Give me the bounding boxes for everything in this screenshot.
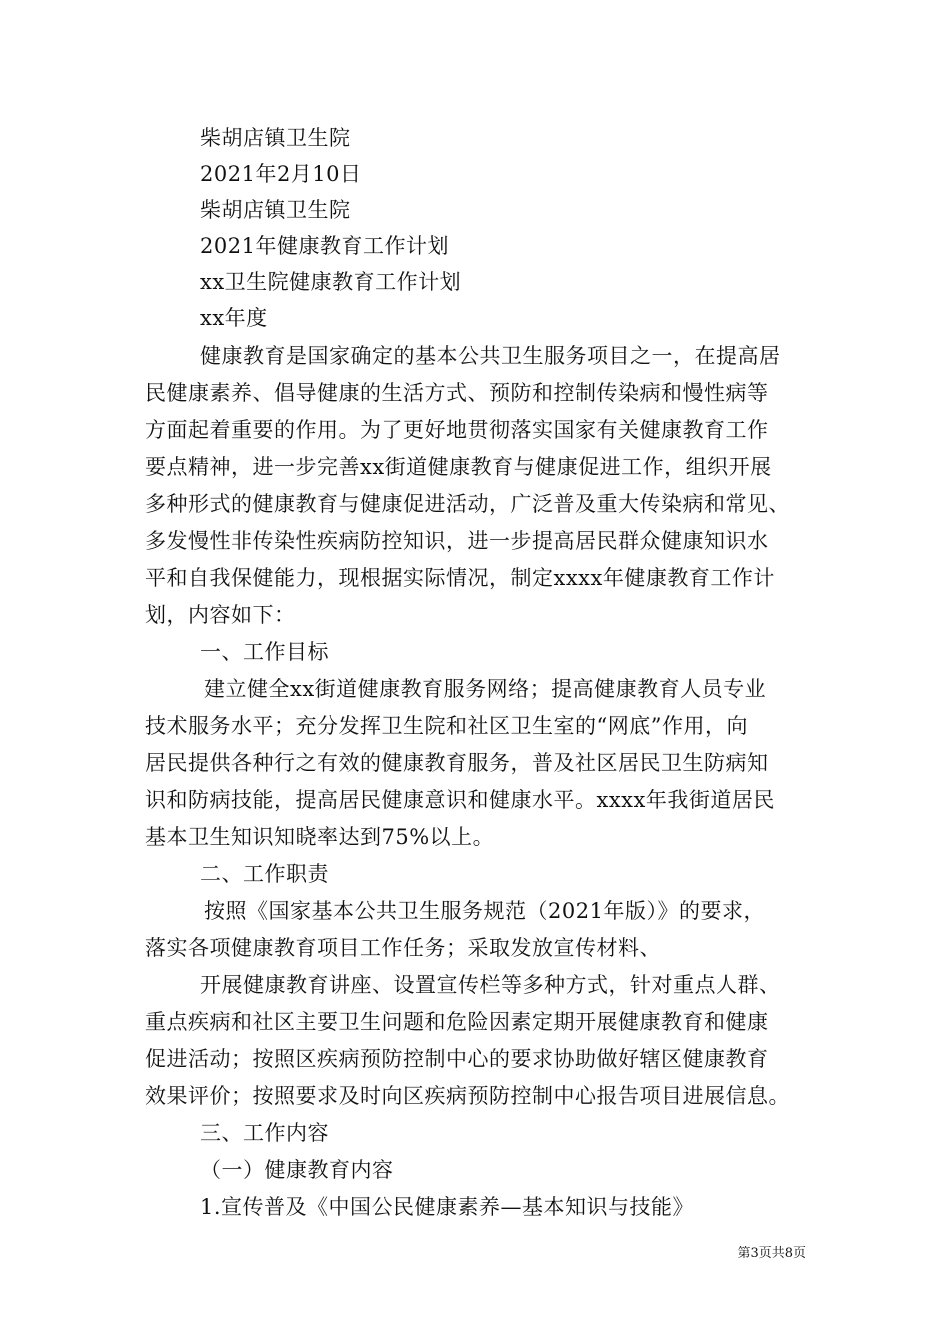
intro-line: 划，内容如下： [145, 603, 296, 627]
section-heading: 三、工作内容 [200, 1121, 329, 1145]
sub-heading: （一）健康教育内容 [200, 1158, 394, 1182]
section-2-line: 按照《国家基本公共卫生服务规范（2021年版）》的要求， [204, 899, 765, 923]
intro-line: 多种形式的健康教育与健康促进活动，广泛普及重大传染病和常见、 [145, 492, 790, 516]
intro-line: 多发慢性非传染性疾病防控知识，进一步提高居民群众健康知识水 [145, 529, 769, 553]
intro-line: 平和自我保健能力，现根据实际情况，制定xxxx年健康教育工作计 [145, 566, 775, 590]
section-heading: 一、工作目标 [200, 640, 329, 664]
section-1-line: 技术服务水平；充分发挥卫生院和社区卫生室的“网底”作用，向 [145, 714, 748, 738]
list-item: 1.宣传普及《中国公民健康素养—基本知识与技能》 [200, 1195, 695, 1219]
org-name-1: 柴胡店镇卫生院 [200, 126, 351, 150]
section-2-line: 开展健康教育讲座、设置宣传栏等多种方式，针对重点人群、 [200, 973, 781, 997]
section-1-line: 基本卫生知识知晓率达到75%以上。 [145, 825, 495, 849]
page-number: 第3页共8页 [737, 1246, 806, 1261]
org-name-2: 柴胡店镇卫生院 [200, 198, 351, 222]
section-1-line: 识和防病技能，提高居民健康意识和健康水平。xxxx年我街道居民 [145, 788, 775, 812]
section-1-line: 建立健全xx街道健康教育服务网络；提高健康教育人员专业 [204, 677, 767, 701]
plan-subtitle: xx卫生院健康教育工作计划 [200, 270, 462, 294]
intro-line: 方面起着重要的作用。为了更好地贯彻落实国家有关健康教育工作 [145, 418, 769, 442]
plan-title: 2021年健康教育工作计划 [200, 234, 449, 258]
intro-line: 健康教育是国家确定的基本公共卫生服务项目之一，在提高居 [200, 344, 781, 368]
intro-line: 要点精神，进一步完善xx街道健康教育与健康促进工作，组织开展 [145, 455, 772, 479]
section-2-line: 促进活动；按照区疾病预防控制中心的要求协助做好辖区健康教育 [145, 1047, 769, 1071]
section-2-line: 重点疾病和社区主要卫生问题和危险因素定期开展健康教育和健康 [145, 1010, 769, 1034]
document-date: 2021年2月10日 [200, 162, 362, 186]
section-2-line: 效果评价；按照要求及时向区疾病预防控制中心报告项目进展信息。 [145, 1084, 790, 1108]
intro-line: 民健康素养、倡导健康的生活方式、预防和控制传染病和慢性病等 [145, 381, 769, 405]
section-2-line: 落实各项健康教育项目工作任务；采取发放宣传材料、 [145, 936, 661, 960]
section-heading: 二、工作职责 [200, 862, 329, 886]
section-1-line: 居民提供各种行之有效的健康教育服务，普及社区居民卫生防病知 [145, 751, 769, 775]
plan-year: xx年度 [200, 306, 268, 330]
